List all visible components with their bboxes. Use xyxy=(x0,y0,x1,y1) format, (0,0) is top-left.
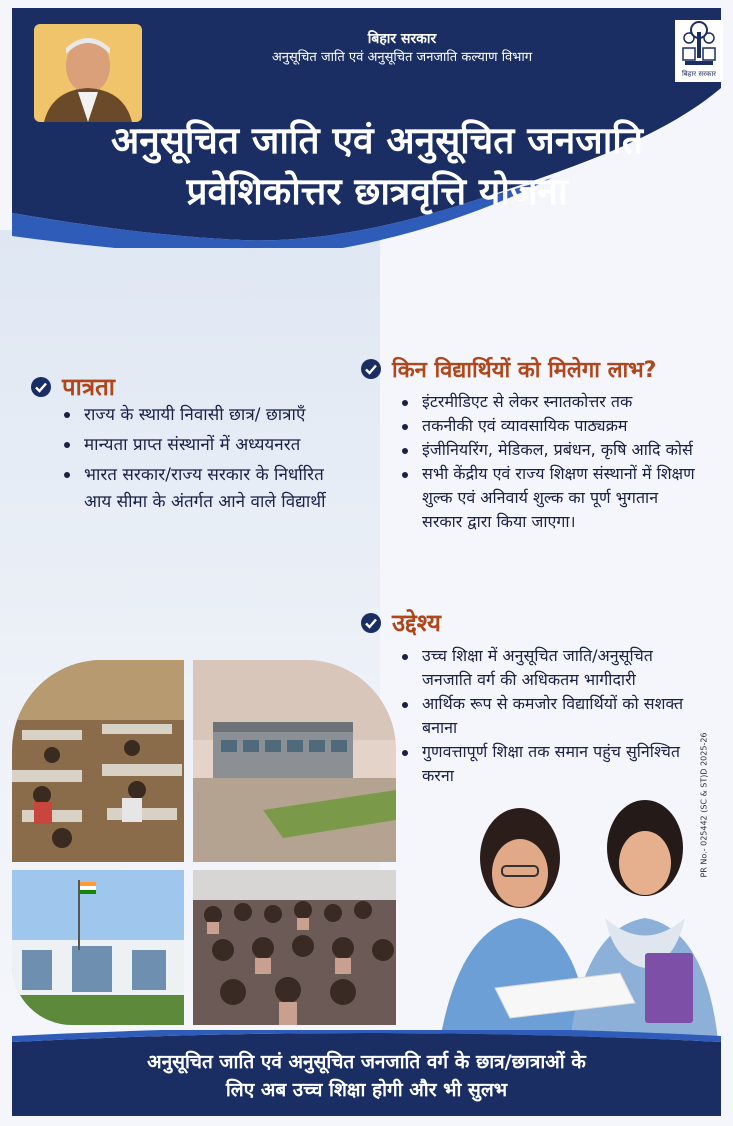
pr-number xyxy=(694,725,714,885)
scheme-title xyxy=(52,116,702,218)
header-banner xyxy=(12,8,721,248)
campus-building-photo xyxy=(193,660,396,862)
check-circle-icon xyxy=(30,376,52,398)
beneficiaries-list xyxy=(396,390,696,534)
chief-minister-portrait xyxy=(34,24,142,122)
scheme-title-line2: प्रवेशिकोत्तर छात्रवृत्ति योजना xyxy=(186,170,568,213)
check-circle-icon xyxy=(360,612,382,634)
list-item: सभी केंद्रीय एवं राज्य शिक्षण संस्थानों में शिक्षण शुल्क एवं अनिवार्य शुल्क का पूर्ण भुगतान सरकार द्वारा किया जाएगा। xyxy=(396,462,696,534)
list-item: भारत सरकार/राज्य सरकार के निर्धारित आय सीमा के अंतर्गत आने वाले विद्यार्थी xyxy=(58,462,328,516)
list-item: तकनीकी एवं व्यावसायिक पाठ्यक्रम xyxy=(396,414,696,438)
list-item: इंजीनियरिंग, मेडिकल, प्रबंधन, कृषि आदि कोर्स xyxy=(396,438,696,462)
list-item: मान्यता प्राप्त संस्थानों में अध्ययनरत xyxy=(58,432,328,459)
list-item: राज्य के स्थायी निवासी छात्र/ छात्राएँ xyxy=(58,402,328,429)
objective-list xyxy=(396,644,696,788)
pr-number-text: PR No.- 025442 (SC & ST)D 2025-26 xyxy=(699,732,709,878)
eligibility-heading-text: पात्रता xyxy=(62,373,115,401)
eligibility-heading xyxy=(30,370,115,403)
exam-hall-photo xyxy=(12,660,184,862)
eligibility-list xyxy=(58,402,328,519)
list-item: आर्थिक रूप से कमजोर विद्यार्थियों को सशक्त बनाना xyxy=(396,692,696,740)
emblem-label: बिहार सरकार xyxy=(681,70,717,78)
list-item: गुणवत्तापूर्ण शिक्षा तक समान पहुंच सुनिश्चित करना xyxy=(396,740,696,788)
objective-heading xyxy=(360,606,441,639)
footer-message xyxy=(12,1048,721,1104)
bihar-emblem-icon xyxy=(675,20,723,82)
beneficiaries-heading-text: किन विद्यार्थियों को मिलेगा लाभ? xyxy=(392,358,657,383)
objective-heading-text: उद्देश्य xyxy=(392,609,441,637)
scheme-title-line1: अनुसूचित जाति एवं अनुसूचित जनजाति xyxy=(111,119,643,162)
footer-line1: अनुसूचित जाति एवं अनुसूचित जनजाति वर्ग के छात्र/छात्राओं के xyxy=(147,1051,586,1073)
girl-students-photo xyxy=(420,778,720,1040)
footer-line2: लिए अब उच्च शिक्षा होगी और भी सुलभ xyxy=(225,1079,508,1101)
government-name: बिहार सरकार xyxy=(367,31,437,47)
list-item: उच्च शिक्षा में अनुसूचित जाति/अनुसूचित जनजाति वर्ग की अधिकतम भागीदारी xyxy=(396,644,696,692)
institute-building-photo xyxy=(12,870,184,1025)
check-circle-icon xyxy=(360,358,382,380)
beneficiaries-heading xyxy=(360,354,656,384)
government-heading xyxy=(162,30,642,68)
department-name: अनुसूचित जाति एवं अनुसूचित जनजाति कल्याण विभाग xyxy=(271,50,533,65)
students-classroom-photo xyxy=(193,870,396,1025)
list-item: इंटरमीडिएट से लेकर स्नातकोत्तर तक xyxy=(396,390,696,414)
